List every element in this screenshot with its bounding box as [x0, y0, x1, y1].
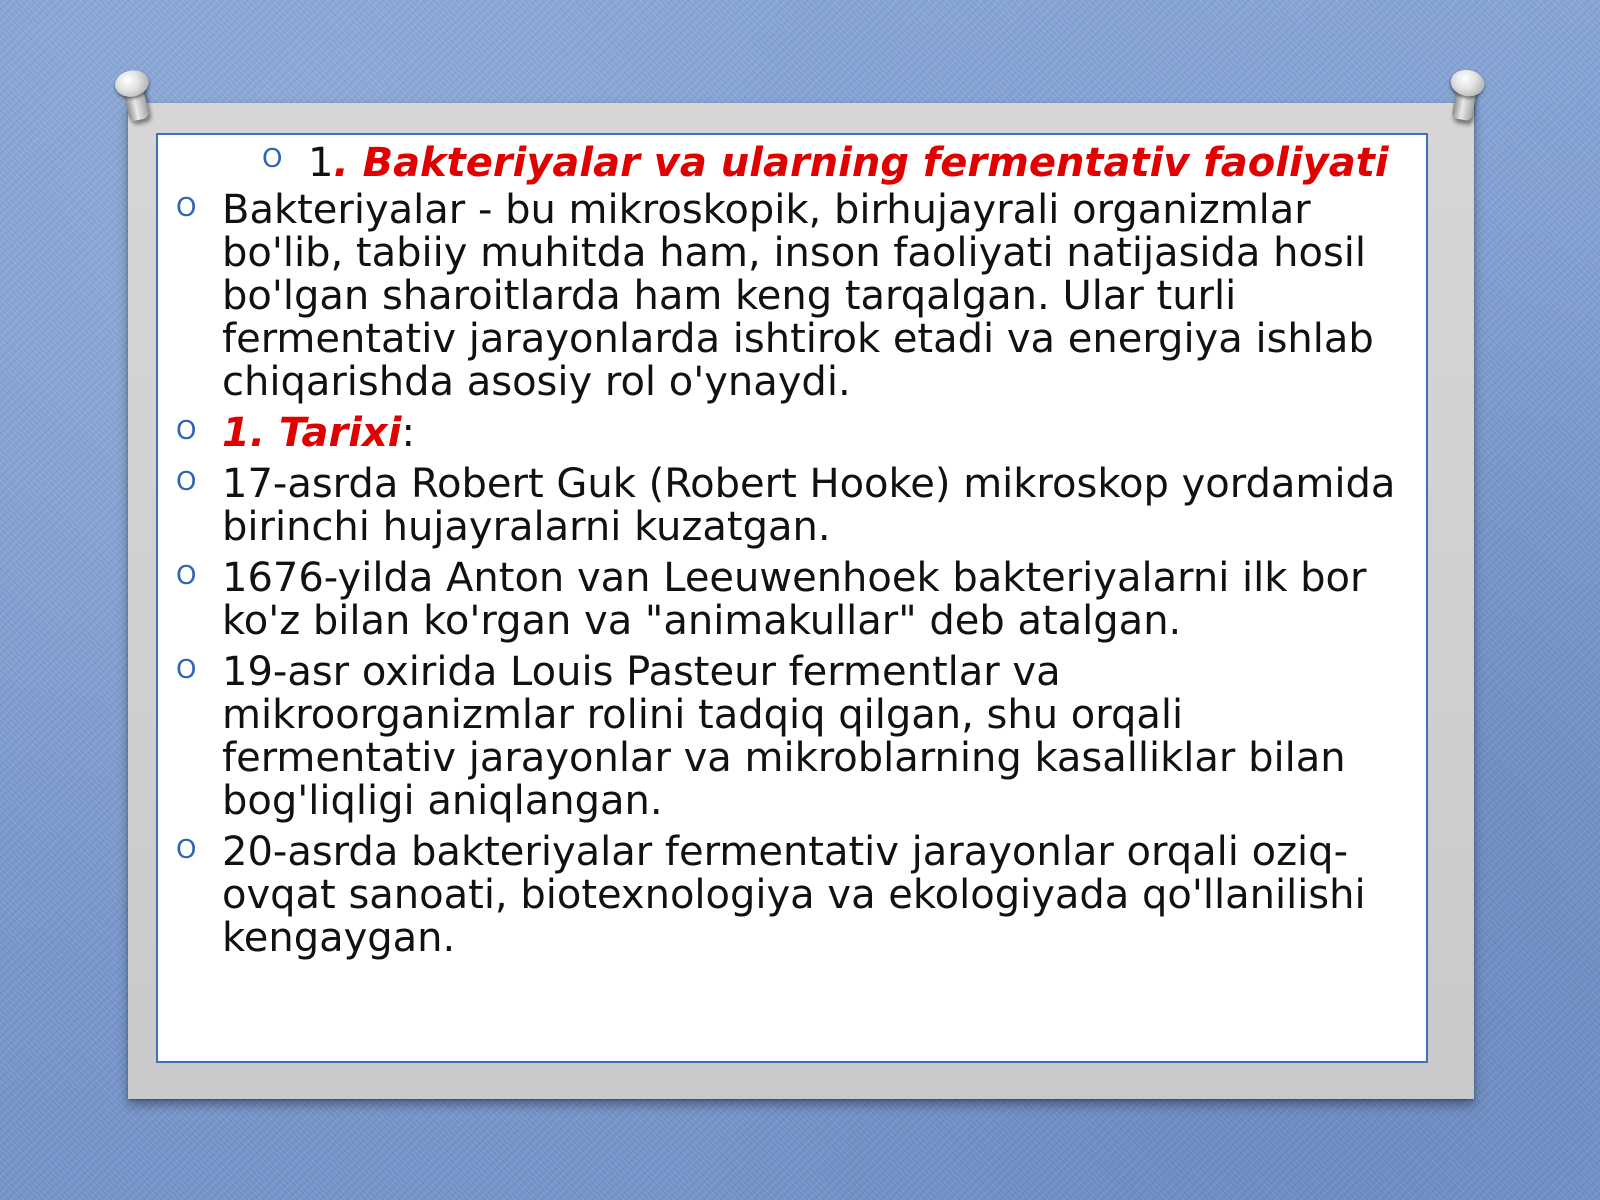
title-number: 1 — [308, 140, 334, 186]
list-item-text: 19-asr oxirida Louis Pasteur fermentlar va mikroorganizmlar rolini tadqiq qilgan, shu orqali fermentativ jarayonlar va mikroblarning kasalliklar bilan bog'liqligi aniqlangan. — [222, 649, 1346, 824]
title-text: . Bakteriyalar va ularning fermentativ faoliyati — [333, 140, 1389, 186]
history-heading-text: 1. Tarixi — [222, 410, 402, 456]
slide-title — [170, 142, 1418, 185]
intro-text: Bakteriyalar - bu mikroskopik, birhujayrali organizmlar bo'lib, tabiiy muhitda ham, inson faoliyati natijasida hosil bo'lgan sharoitlarda ham keng tarqalgan. Ular turli fermentativ jarayonlarda ishtirok etadi va energiya ishlab chiqarishda asosiy rol o'ynaydi. — [222, 187, 1374, 405]
bullet-o-icon: O — [176, 561, 197, 591]
list-item-text: 20-asrda bakteriyalar fermentativ jarayonlar orqali oziq-ovqat sanoati, biotexnologiya va ekologiyada qo'llanilishi kengaygan. — [222, 829, 1366, 961]
bullet-o-icon: O — [176, 467, 197, 497]
pushpin-icon — [109, 66, 164, 130]
list-item — [170, 463, 1418, 549]
list-item — [170, 831, 1418, 960]
list-item-text: 1676-yilda Anton van Leeuwenhoek bakteriyalarni ilk bor ko'z bilan ko'rgan va "animakullar" deb atalgan. — [222, 555, 1367, 644]
bullet-o-icon: O — [176, 655, 197, 685]
list-item — [170, 557, 1418, 643]
intro-paragraph — [170, 189, 1418, 404]
bullet-o-icon: O — [176, 416, 197, 446]
slide-content — [170, 142, 1418, 968]
bullet-o-icon: O — [176, 193, 197, 223]
list-item — [170, 651, 1418, 823]
bullet-o-icon: O — [176, 835, 197, 865]
list-item-text: 17-asrda Robert Guk (Robert Hooke) mikroskop yordamida birinchi hujayralarni kuzatgan. — [222, 461, 1396, 550]
history-heading — [170, 412, 1418, 455]
pushpin-icon — [1439, 67, 1492, 130]
bullet-o-icon: O — [262, 144, 283, 174]
history-heading-colon: : — [401, 410, 415, 456]
